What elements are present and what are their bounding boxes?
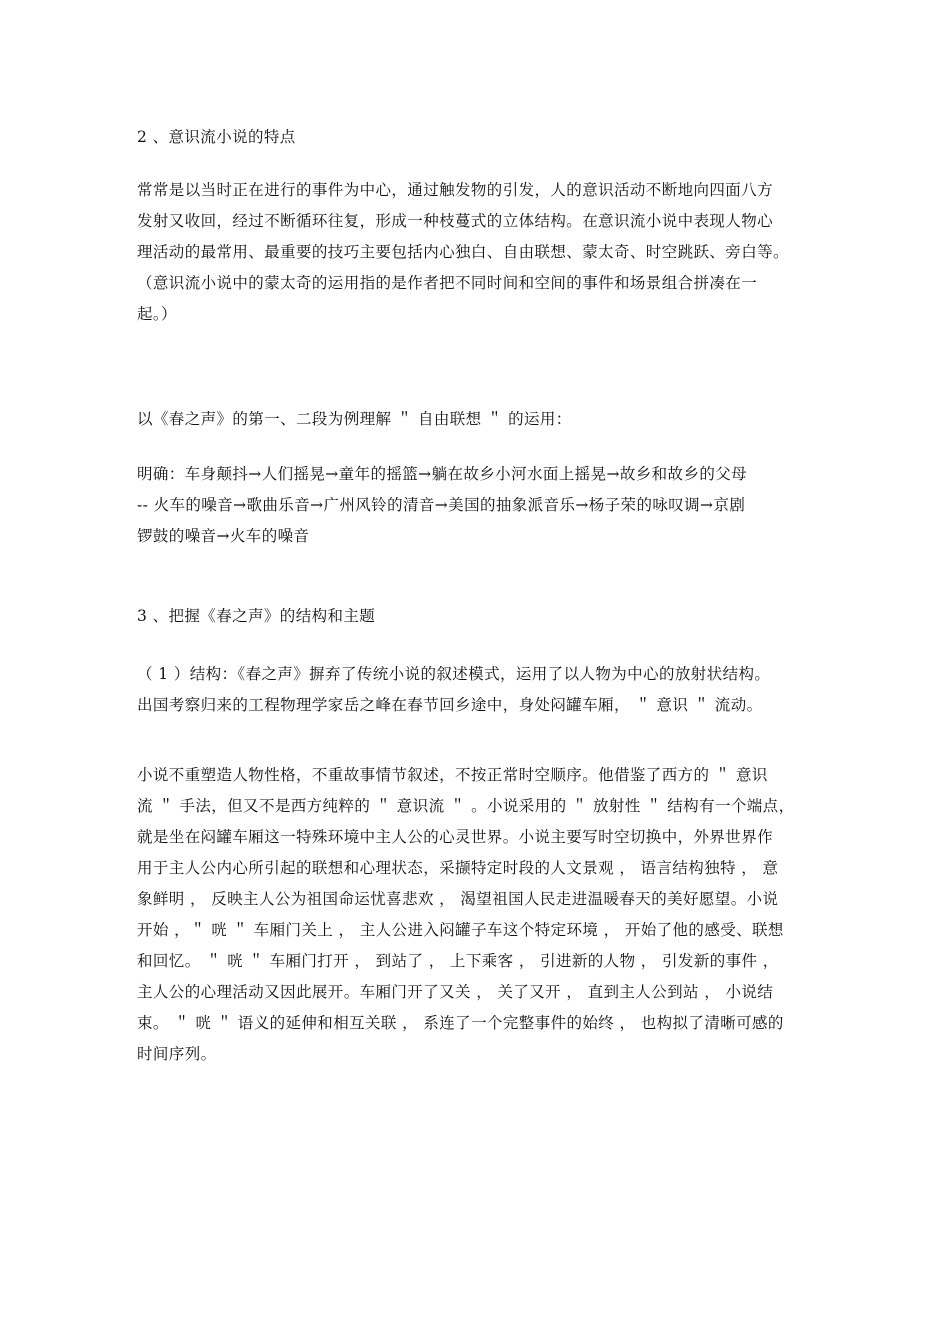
heading-text: 2 、意识流小说的特点 xyxy=(137,128,296,146)
text-line: 理活动的最常用、最重要的技巧主要包括内心独白、自由联想、蒙太奇、时空跳跃、旁白等。 xyxy=(137,243,789,261)
text-line: （意识流小说中的蒙太奇的运用指的是作者把不同时间和空间的事件和场景组合拼凑在一 xyxy=(137,274,758,292)
paragraph-association-chain xyxy=(137,459,827,552)
text-line: 就是坐在闷罐车厢这一特殊环境中主人公的心灵世界。小说主要写时空切换中，外界世界作 xyxy=(137,828,774,846)
text-line: 和回忆。 ＂ 咣 ＂ 车厢门打开 ， 到站了 ， 上下乘客 ， 引进新的人物 ， 引发新的事件 ， xyxy=(137,952,779,970)
text-line: 发射又收回，经过不断循环往复，形成一种枝蔓式的立体结构。在意识流小说中表现人物心 xyxy=(137,212,774,230)
text-line: 流 ＂ 手法，但又不是西方纯粹的 ＂ 意识流 ＂ 。小说采用的 ＂ 放射性 ＂ 结构有一个端点， xyxy=(137,797,795,815)
text-line: 明确：车身颠抖→人们摇晃→童年的摇篮→躺在故乡小河水面上摇晃→故乡和故乡的父母 xyxy=(137,465,748,483)
heading-text: 3 、把握《春之声》的结构和主题 xyxy=(137,607,376,625)
text-line: 主人公的心理活动又因此展开。车厢门开了又关 ， 关了又开 ， 直到主人公到站 ， 小说结 xyxy=(137,983,774,1001)
paragraph-features xyxy=(137,175,827,330)
paragraph-example-intro xyxy=(137,404,827,435)
text-line: （ 1 ）结构：《春之声》摒弃了传统小说的叙述模式，运用了以人物为中心的放射状结构。 xyxy=(137,665,771,683)
text-line: 束。 ＂ 咣 ＂ 语义的延伸和相互关联 ， 系连了一个完整事件的始终 ， 也构拟了清晰可感的 xyxy=(137,1014,784,1032)
text-line: 以《春之声》的第一、二段为例理解 ＂ 自由联想 ＂ 的运用： xyxy=(137,410,572,428)
text-line: 出国考察归来的工程物理学家岳之峰在春节回乡途中，身处闷罐车厢， ＂ 意识 ＂ 流动。 xyxy=(137,696,763,714)
text-line: 时间序列。 xyxy=(137,1045,217,1063)
text-line: 起。） xyxy=(137,305,177,323)
section-heading-3 xyxy=(137,601,827,632)
text-line: 常常是以当时正在进行的事件为中心，通过触发物的引发，人的意识活动不断地向四面八方 xyxy=(137,181,774,199)
paragraph-analysis xyxy=(137,760,827,1070)
text-line: 小说不重塑造人物性格，不重故事情节叙述，不按正常时空顺序。他借鉴了西方的 ＂ 意识 xyxy=(137,766,768,784)
paragraph-structure xyxy=(137,659,827,721)
text-line: 用于主人公内心所引起的联想和心理状态，采撷特定时段的人文景观 ， 语言结构独特 ， 意 xyxy=(137,859,779,877)
section-heading-2 xyxy=(137,122,827,153)
text-line: 开始 ，＂ 咣 ＂ 车厢门关上 ， 主人公进入闷罐子车这个特定环境 ， 开始了他的感受、联想 xyxy=(137,921,784,939)
text-line: -- 火车的噪音→歌曲乐音→广州风铃的清音→美国的抽象派音乐→杨子荣的咏叹调→京剧 xyxy=(137,496,746,514)
text-line: 象鲜明 ， 反映主人公为祖国命运忧喜悲欢 ， 渴望祖国人民走进温暖春天的美好愿望。小说 xyxy=(137,890,779,908)
text-line: 锣鼓的噪音→火车的噪音 xyxy=(137,527,310,545)
